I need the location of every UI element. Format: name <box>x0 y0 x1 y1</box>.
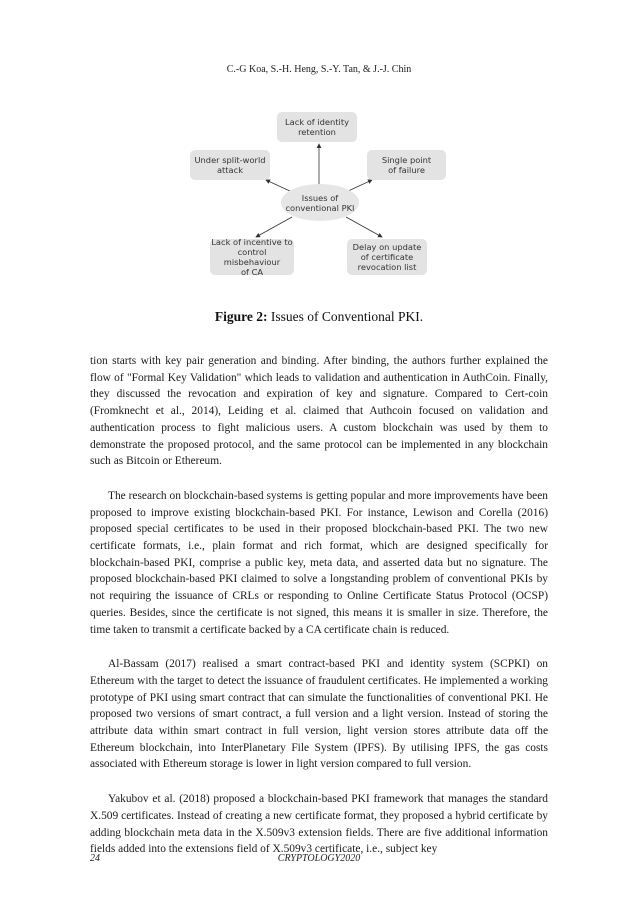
body-text <box>90 353 548 876</box>
figure-label: Figure 2: <box>214 309 268 324</box>
node-lack-of-incentive: Lack of incentive to control misbehaviour of CA <box>211 237 293 277</box>
node-under-split-world-attack: Under split-world attack <box>190 150 270 180</box>
running-header: C.-G Koa, S.-H. Heng, S.-Y. Tan, & J.-J. Chin <box>226 64 412 75</box>
paragraph: The research on blockchain-based systems is getting popular and more improvements have been proposed to improve existing blockchain-based PKI. For instance, Lewison and Corella (2016) proposed special certificates to be used in their proposed blockchain-based PKI. The two new certificate formats, i.e., plain format and rich format, which are designed specifically for blockchain-based PKI, comprise a public key, meta data, and asserted data but no signature. The proposed blockchain-based PKI claimed to solve a longstanding problem of conventional PKIs by not requiring the issuance of CRLs or responding to Online Certificate Status Protocol (OCSP) queries. Besides, since the certificate is not signed, this means it is smaller in size. Therefore, the time taken to transmit a certificate backed by a CA certificate chain is reduced. <box>90 489 548 636</box>
paragraph: Yakubov et al. (2018) proposed a blockchain-based PKI framework that manages the standard X.509 certificates. Instead of creating a new certificate format, they proposed a hybrid certificate by adding blockchain meta data in the X.509v3 extension fields. There are five additional information fields added into the extensions field of X.509v3 certificate, i.e., subject key <box>90 793 548 856</box>
arrow-to-upper-left <box>266 180 292 192</box>
figure-caption <box>0 309 638 325</box>
node-issues-of-conventional-pki: Issues of conventional PKI <box>281 184 359 221</box>
journal-name: CRYPTOLOGY2020 <box>277 853 361 864</box>
node-single-point-of-failure: Single point of failure <box>367 150 446 180</box>
arrow-to-lower-left <box>256 217 292 237</box>
node-lack-of-identity-retention: Lack of identity retention <box>277 112 357 142</box>
figure-caption-text: Issues of Conventional PKI. <box>270 309 424 324</box>
paragraph: tion starts with key pair generation and binding. After binding, the authors further explained the flow of "Formal Key Validation" which leads to validation and authentication in AuthCoin. Finally, they discussed the revocation and expiration of key and signature. Compared to Cert-coin (Fromknecht et al., 2014), Leiding et al. claimed that Authcoin focused on validation and authentication process to fight malicious users. A custom blockchain was used by them to demonstrate the proposed protocol, and the same protocol can be implemented in any blockchain such as Bitcoin or Ethereum. <box>90 355 548 468</box>
page-number: 24 <box>90 853 100 864</box>
arrow-to-lower-right <box>346 217 382 237</box>
pki-issues-diagram <box>0 100 638 290</box>
paragraph: Al-Bassam (2017) realised a smart contract-based PKI and identity system (SCPKI) on Ethereum with the target to detect the issuance of fraudulent certificates. He implemented a working prototype of PKI using smart contract that can simulate the functionalities of conventional PKI. He proposed two versions of smart contract, a full version and a light version. Instead of storing the attribute data within smart contract in full version, light version stores attribute data off the Ethereum blockchain, into InterPlanetary File System (IPFS). By utilising IPFS, the gas costs associated with Ethereum storage is lower in light version compared to full version. <box>90 658 548 771</box>
node-delay-on-update-crl: Delay on update of certificate revocation list <box>347 239 427 275</box>
